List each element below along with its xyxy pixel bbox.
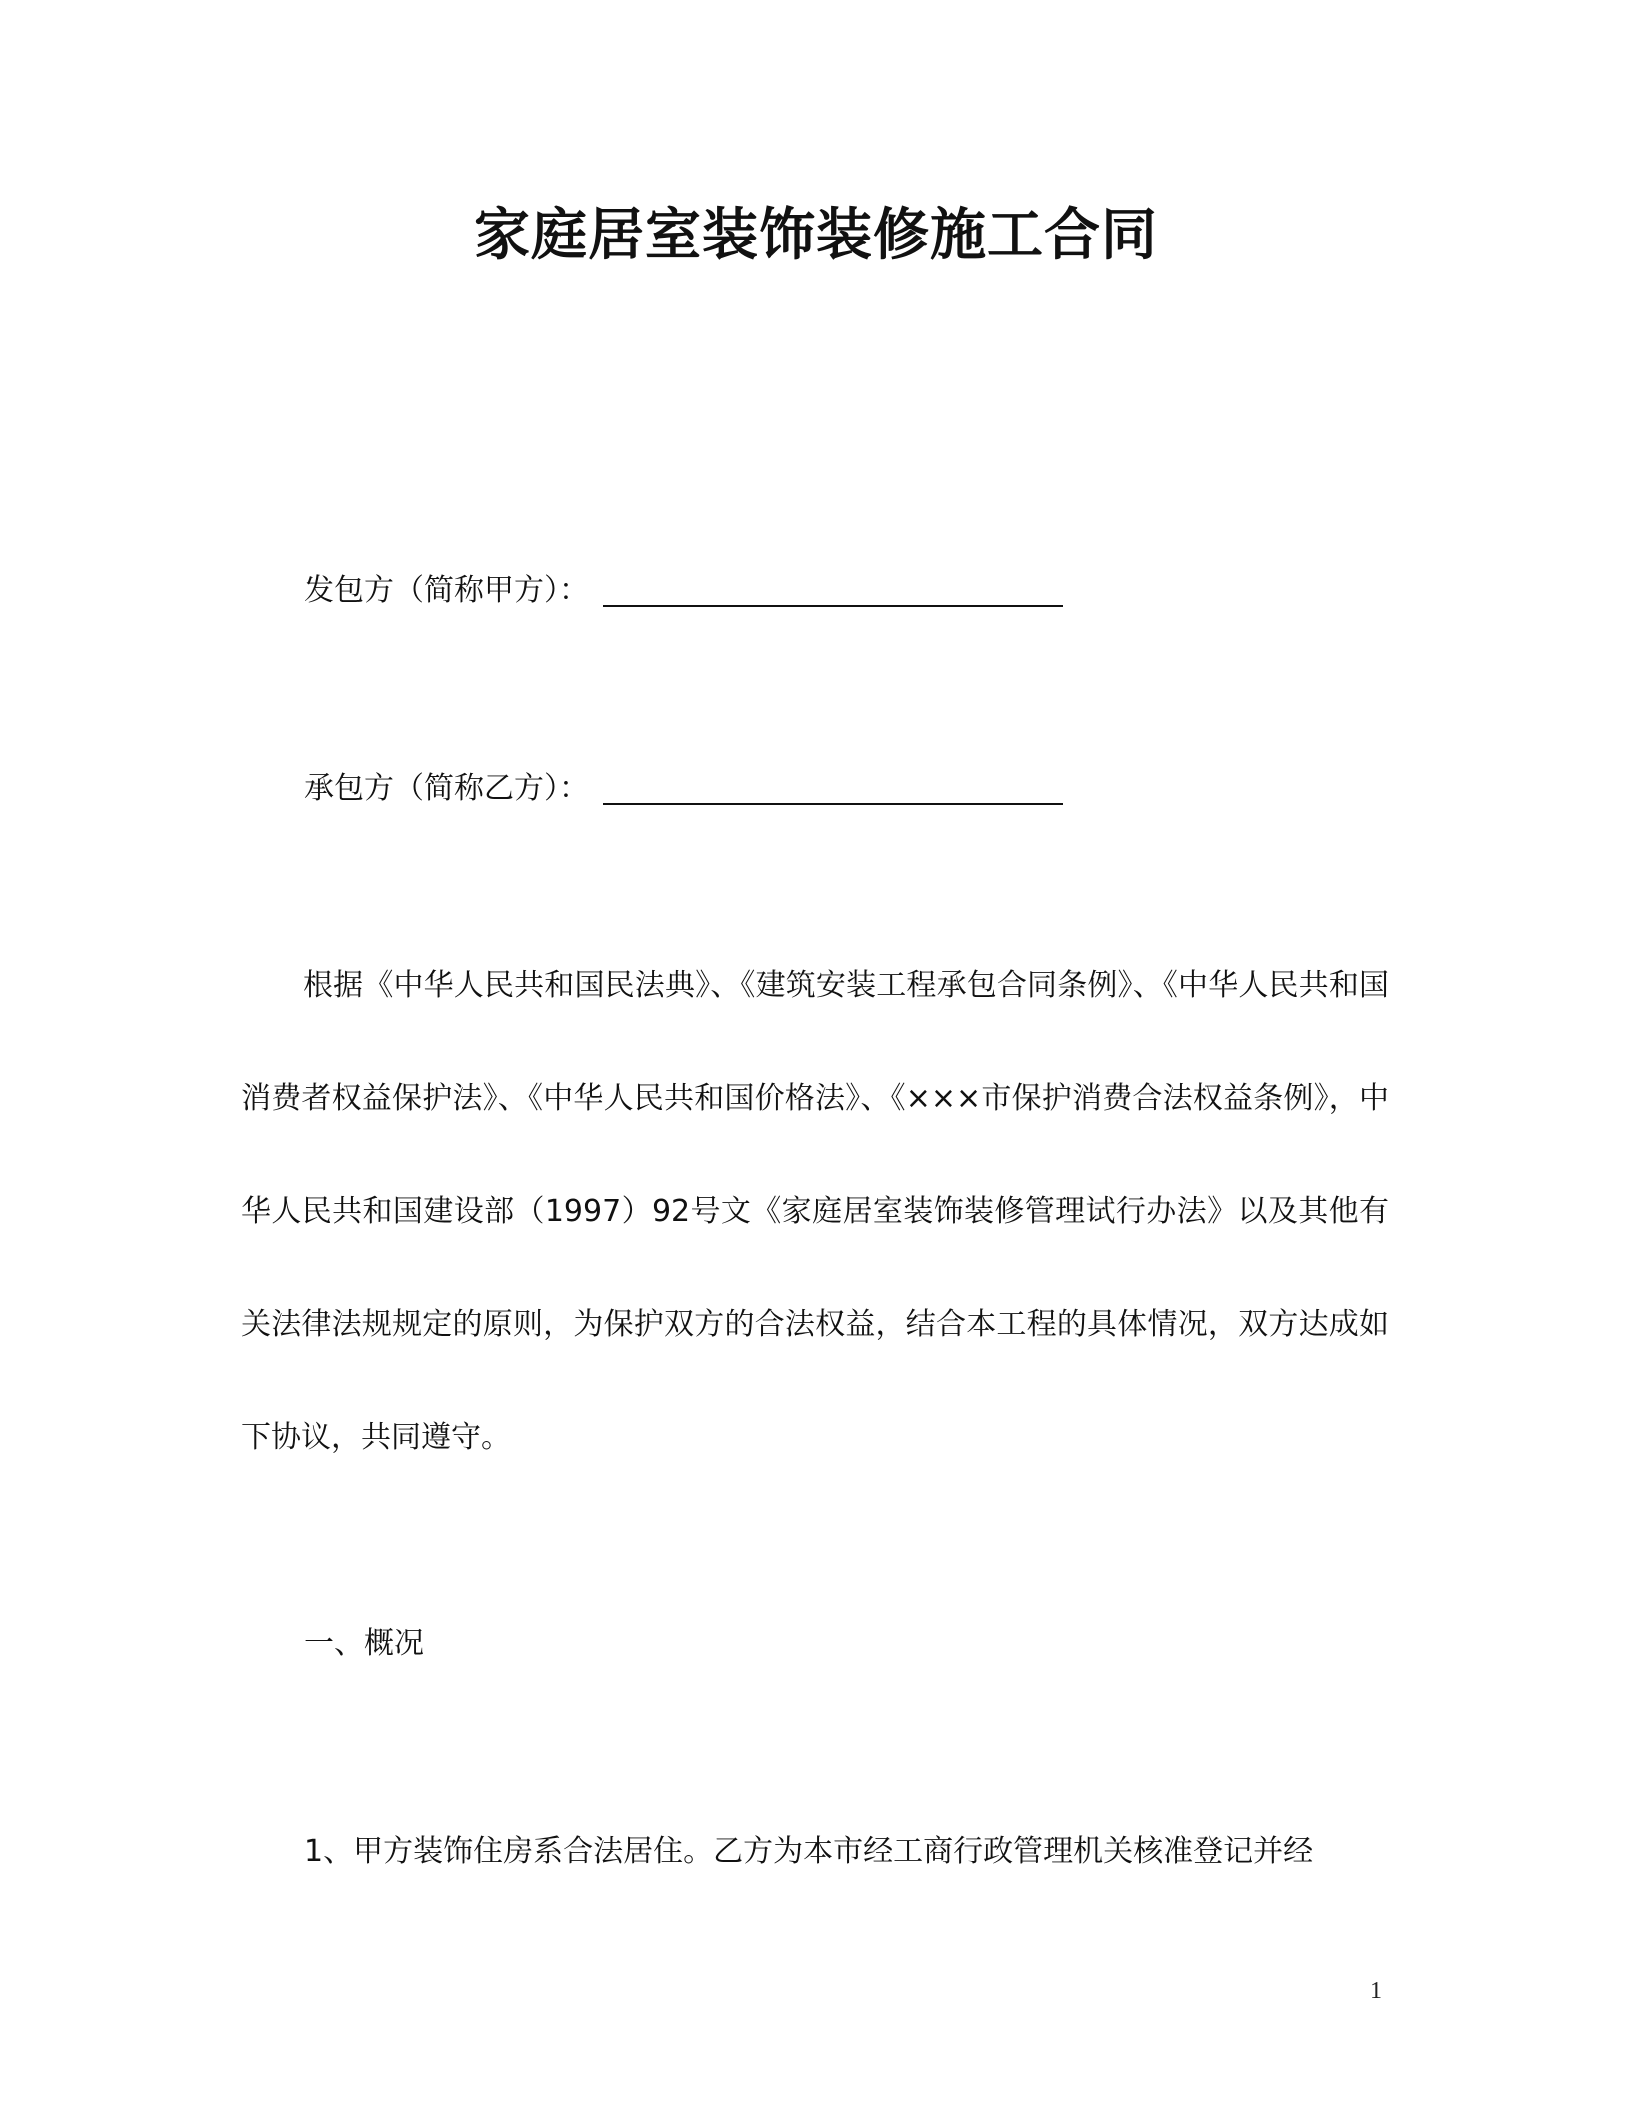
party-b-line: [304, 766, 1063, 811]
section-heading-overview: 一、概况: [304, 1626, 424, 1661]
clause-1-text: 1、甲方装饰住房系合法居住。乙方为本市经工商行政管理机关核准登记并经: [304, 1834, 1314, 1869]
party-a-line: [304, 568, 1063, 613]
party-a-label: 发包方（简称甲方）：: [304, 572, 589, 608]
page-number: 1: [1370, 1978, 1382, 2004]
party-a-blank-field[interactable]: [603, 575, 1063, 607]
document-title: 家庭居室装饰装修施工合同: [474, 203, 1158, 268]
preamble-paragraph: 根据《中华人民共和国民法典》、《建筑安装工程承包合同条例》、《中华人民共和国消费者权益保护法》、《中华人民共和国价格法》、《×××市保护消费合法权益条例》，中华人民共和国建设部（1997）92号文《家庭居室装饰装修管理试行办法》以及其他有关法律法规规定的原则，为保护双方的合法权益，结合本工程的具体情况，双方达成如下协议，共同遵守。: [241, 968, 1389, 1455]
party-b-label: 承包方（简称乙方）：: [304, 770, 589, 806]
party-b-blank-field[interactable]: [603, 773, 1063, 805]
